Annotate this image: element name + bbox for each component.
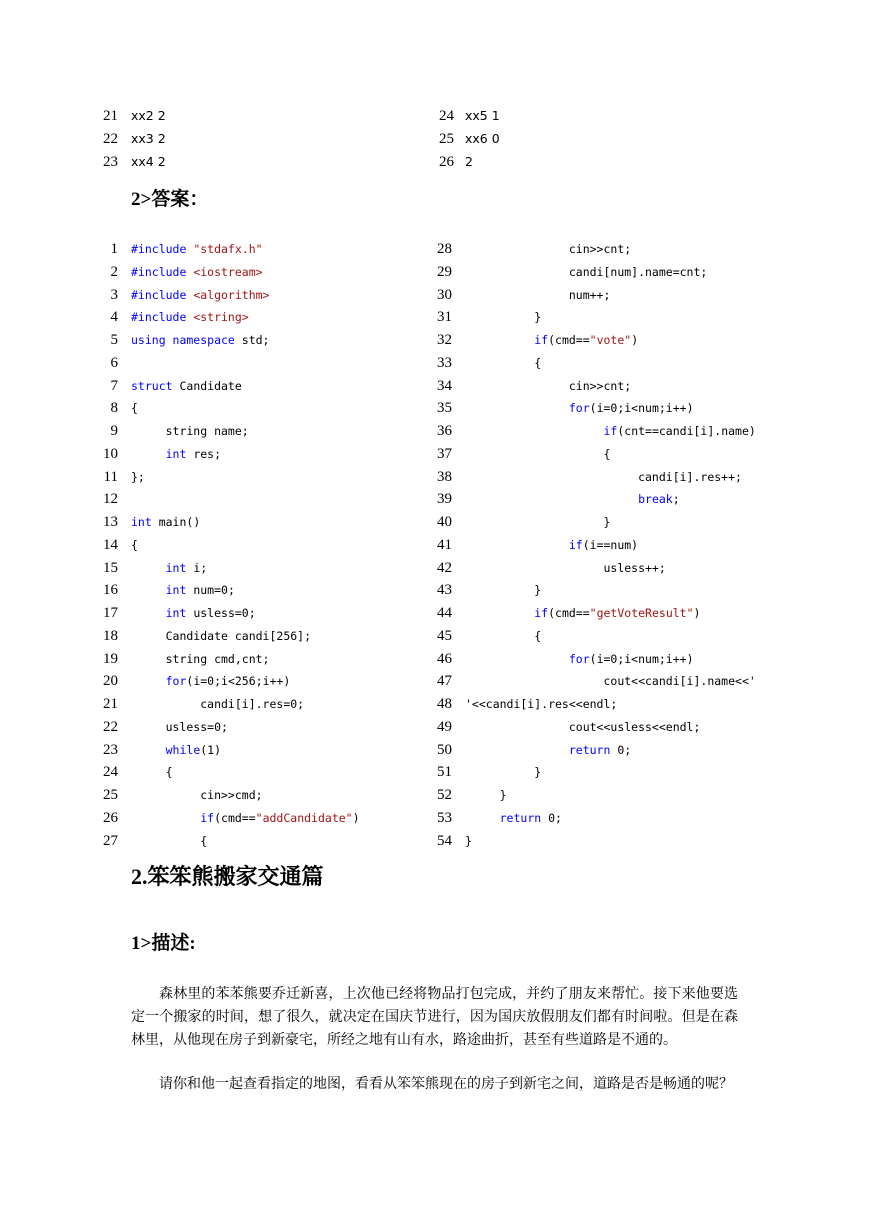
code-line-number: 23 [103, 741, 118, 758]
code-text: } [465, 310, 542, 325]
code-line [465, 239, 631, 259]
code-line-number: 30 [437, 286, 452, 303]
code-string: "stdafx.h" [193, 242, 263, 256]
code-text: (cmd== [548, 606, 590, 620]
code-text [465, 492, 638, 506]
code-text: ) [693, 606, 701, 620]
code-line-number: 34 [437, 377, 452, 394]
code-text: ; [672, 492, 680, 507]
io-line-number: 24 [439, 108, 454, 124]
code-text: num++; [465, 287, 611, 302]
code-line-number: 47 [437, 673, 452, 690]
code-line-number: 14 [103, 536, 118, 553]
code-line [465, 467, 742, 487]
code-line [465, 580, 541, 600]
code-text: candi[i].res=0; [131, 697, 305, 711]
code-text [131, 583, 166, 597]
code-line [131, 330, 269, 350]
code-text [465, 424, 603, 438]
io-line-text: xx4 2 [131, 153, 166, 169]
code-line [465, 558, 666, 578]
code-line-number: 36 [437, 423, 452, 439]
code-line [465, 671, 756, 691]
code-line [131, 649, 269, 669]
code-line-number: 3 [110, 286, 118, 303]
code-text: candi[num].name=cnt; [465, 264, 708, 279]
code-line [131, 239, 263, 259]
code-text: (cmd== [548, 333, 590, 347]
code-keyword: struct [131, 378, 173, 393]
code-text: (cnt==candi[i].name) [617, 424, 756, 438]
code-keyword: return [499, 810, 542, 825]
code-keyword: return [568, 742, 611, 757]
code-line [131, 671, 290, 691]
code-text [465, 743, 569, 757]
code-keyword: int [165, 446, 187, 461]
code-text: num=0; [186, 583, 235, 598]
code-line-number: 4 [110, 309, 118, 326]
code-keyword: using namespace [131, 333, 235, 347]
code-line-number: 54 [437, 832, 452, 849]
code-line-number: 1 [110, 241, 118, 257]
code-keyword: #include [131, 242, 194, 256]
code-line [131, 307, 249, 327]
code-line [465, 307, 541, 327]
code-text: ) [631, 333, 639, 347]
code-line [131, 580, 235, 600]
code-line-number: 7 [110, 377, 118, 394]
code-line-number: 52 [437, 787, 452, 803]
code-line-number: 44 [437, 605, 452, 621]
code-line-number: 32 [437, 332, 452, 348]
code-keyword: int [131, 515, 152, 529]
code-line-number: 10 [103, 445, 118, 462]
code-keyword: while [165, 742, 201, 757]
code-text: }; [131, 469, 145, 484]
code-line-number: 43 [437, 582, 452, 599]
code-line-number: 12 [103, 491, 118, 508]
code-line [131, 398, 138, 418]
code-line [131, 467, 145, 487]
code-line [131, 740, 221, 760]
code-line-number: 8 [110, 400, 118, 417]
code-text: i; [186, 560, 208, 575]
io-line-text: xx6 0 [465, 130, 500, 146]
code-line-number: 53 [437, 809, 452, 826]
code-line [465, 831, 472, 851]
io-line-number: 21 [103, 108, 118, 124]
code-text: (i=0;i<num;i++) [589, 401, 694, 416]
code-line [465, 512, 610, 532]
code-text: { [465, 355, 542, 370]
code-text: { [465, 446, 611, 461]
code-keyword: #include [131, 264, 194, 279]
code-line-number: 50 [437, 741, 452, 758]
code-line [131, 717, 228, 737]
code-line-number: 2 [110, 263, 118, 280]
code-line [131, 603, 256, 623]
code-text: (cmd== [214, 810, 256, 825]
code-line-number: 49 [437, 718, 452, 735]
code-line [131, 376, 242, 396]
code-line-number: 48 [437, 696, 452, 712]
code-line [131, 694, 304, 714]
code-string: "addCandidate" [255, 810, 353, 825]
code-line [465, 762, 541, 782]
code-line [465, 353, 541, 373]
code-line [465, 694, 617, 714]
code-text: cin>>cmd; [131, 788, 263, 802]
io-line-number: 25 [439, 130, 454, 147]
code-text: cin>>cnt; [465, 378, 632, 393]
code-text: } [465, 788, 507, 802]
code-line [131, 285, 269, 305]
code-line [465, 808, 562, 828]
io-line-text: xx5 1 [465, 108, 500, 123]
code-line [131, 262, 263, 282]
code-text: (1) [200, 742, 222, 757]
code-text: usless=0; [186, 606, 256, 620]
code-line [131, 512, 200, 532]
code-line [465, 603, 700, 623]
code-line [131, 444, 221, 464]
code-line [465, 785, 507, 805]
code-line-number: 26 [103, 809, 118, 826]
code-text: (i=0;i<num;i++) [589, 651, 694, 666]
code-line [465, 262, 707, 282]
code-keyword: int [165, 583, 187, 598]
code-string: <string> [193, 310, 249, 325]
code-keyword: for [568, 651, 590, 666]
code-keyword: if [568, 537, 583, 552]
code-line-number: 22 [103, 718, 118, 735]
code-line-number: 41 [437, 536, 452, 553]
code-keyword: int [165, 560, 187, 575]
code-line [465, 535, 638, 555]
code-line-number: 33 [437, 354, 452, 371]
code-line-number: 51 [437, 764, 452, 781]
code-line [131, 421, 249, 441]
code-string: "vote" [589, 333, 632, 347]
code-line-number: 20 [103, 673, 118, 690]
code-line-number: 19 [103, 650, 118, 667]
code-string: <algorithm> [193, 287, 270, 302]
code-text [465, 333, 534, 347]
code-line-number: 18 [103, 627, 118, 644]
code-line [131, 762, 173, 782]
code-line-number: 35 [437, 400, 452, 417]
io-line-number: 23 [103, 153, 118, 170]
description-paragraph-2: 请你和他一起查看指定的地图，看看从笨笨熊现在的房子到新宅之间，道路是否是畅通的呢？ [159, 1076, 733, 1092]
code-line-number: 27 [103, 832, 118, 849]
code-keyword: if [534, 333, 549, 347]
code-text [131, 606, 166, 620]
description-paragraph-1: 森林里的苯苯熊要乔迁新喜，上次他已经将物品打包完成，并约了朋友来帮忙。接下来他要选定一个搬家的时间，想了很久，就决定在国庆节进行，因为国庆放假朋友们都有时间啦。但是在森林里，从他现在房子到新豪宅，所经之地有山有水，路途曲折，甚至有些道路是不通的。 [131, 986, 738, 1048]
io-line-text: xx3 2 [131, 130, 166, 146]
code-keyword: #include [131, 287, 194, 302]
code-line [465, 489, 680, 509]
code-text [465, 606, 534, 620]
code-keyword: if [603, 424, 618, 438]
code-line-number: 9 [110, 423, 118, 439]
code-line-number: 29 [437, 263, 452, 280]
code-text: } [465, 515, 611, 529]
code-text: { [131, 765, 173, 780]
code-text: cin>>cnt; [465, 242, 632, 256]
code-text: ) [352, 810, 360, 825]
code-text: main() [151, 515, 201, 529]
code-line-number: 25 [103, 787, 118, 803]
code-line [465, 421, 756, 441]
code-keyword: for [165, 674, 187, 689]
code-line-number: 11 [103, 468, 118, 485]
code-text: { [465, 628, 542, 643]
code-text: cout<<candi[i].name<<' [465, 674, 756, 689]
code-text: usless++; [465, 560, 666, 575]
code-text: Candidate [172, 378, 242, 393]
code-line-number: 17 [103, 605, 118, 621]
code-line-number: 24 [103, 764, 118, 781]
code-text: { [131, 833, 208, 848]
code-line-number: 45 [437, 627, 452, 644]
code-line-number: 21 [103, 696, 118, 712]
code-line [131, 535, 138, 555]
code-line [131, 831, 207, 851]
code-line-number: 16 [103, 582, 118, 599]
io-line-text: 2 [465, 153, 473, 169]
code-text: } [465, 583, 542, 598]
code-line [131, 626, 311, 646]
code-text [465, 652, 569, 666]
code-text [131, 561, 166, 575]
code-line-number: 31 [437, 309, 452, 326]
code-line [465, 444, 610, 464]
io-line-number: 26 [439, 153, 454, 170]
code-text [465, 538, 569, 552]
code-text: cout<<usless<<endl; [465, 719, 701, 734]
code-line [465, 740, 631, 760]
code-text: string cmd,cnt; [131, 651, 270, 666]
code-line-number: 28 [437, 241, 452, 257]
code-text: } [465, 833, 472, 848]
code-text: 0; [610, 742, 632, 757]
io-line-number: 22 [103, 130, 118, 147]
code-line-number: 13 [103, 514, 118, 530]
code-keyword: #include [131, 310, 194, 325]
code-keyword: break [638, 492, 673, 507]
code-text: } [465, 765, 542, 780]
code-line-number: 46 [437, 650, 452, 667]
code-line [465, 649, 694, 669]
code-keyword: int [165, 606, 187, 620]
code-text: { [131, 401, 138, 416]
code-keyword: for [568, 401, 590, 416]
description-heading: 1>描述: [131, 933, 196, 954]
section-title: 2.笨笨熊搬家交通篇 [131, 864, 324, 889]
code-line-number: 6 [110, 354, 118, 371]
code-text [131, 674, 166, 688]
code-line [131, 808, 360, 828]
code-text [131, 811, 200, 825]
code-line [465, 376, 631, 396]
code-text: std; [234, 333, 270, 347]
code-text [465, 401, 569, 415]
code-text: { [131, 537, 138, 552]
code-text: (i=0;i<256;i++) [186, 674, 291, 689]
code-line [465, 717, 700, 737]
code-text: string name; [131, 424, 249, 438]
code-string: <iostream> [193, 264, 263, 279]
code-text: Candidate candi[256]; [131, 628, 312, 643]
code-line [465, 626, 541, 646]
code-text: 0; [541, 810, 562, 825]
code-text [465, 811, 500, 825]
code-line [465, 398, 694, 418]
code-text: '<<candi[i].res<<endl; [465, 697, 618, 711]
code-line-number: 5 [110, 332, 118, 348]
code-line-number: 40 [437, 514, 452, 530]
code-keyword: if [534, 606, 549, 620]
code-text: res; [186, 446, 222, 461]
code-line-number: 37 [437, 445, 452, 462]
code-line [131, 785, 263, 805]
answer-heading: 2>答案： [131, 189, 209, 210]
io-line-text: xx2 2 [131, 108, 166, 123]
code-text [131, 447, 166, 461]
code-line-number: 39 [437, 491, 452, 508]
code-line [465, 285, 610, 305]
code-text: candi[i].res++; [465, 469, 742, 484]
code-string: "getVoteResult" [589, 606, 694, 620]
code-line [465, 330, 638, 350]
code-text [131, 743, 166, 757]
code-text: usless=0; [131, 719, 228, 734]
code-line-number: 15 [103, 559, 118, 576]
code-keyword: if [200, 810, 215, 825]
code-text: (i==num) [582, 537, 639, 552]
code-line-number: 42 [437, 559, 452, 576]
code-line [131, 558, 207, 578]
code-line-number: 38 [437, 468, 452, 485]
